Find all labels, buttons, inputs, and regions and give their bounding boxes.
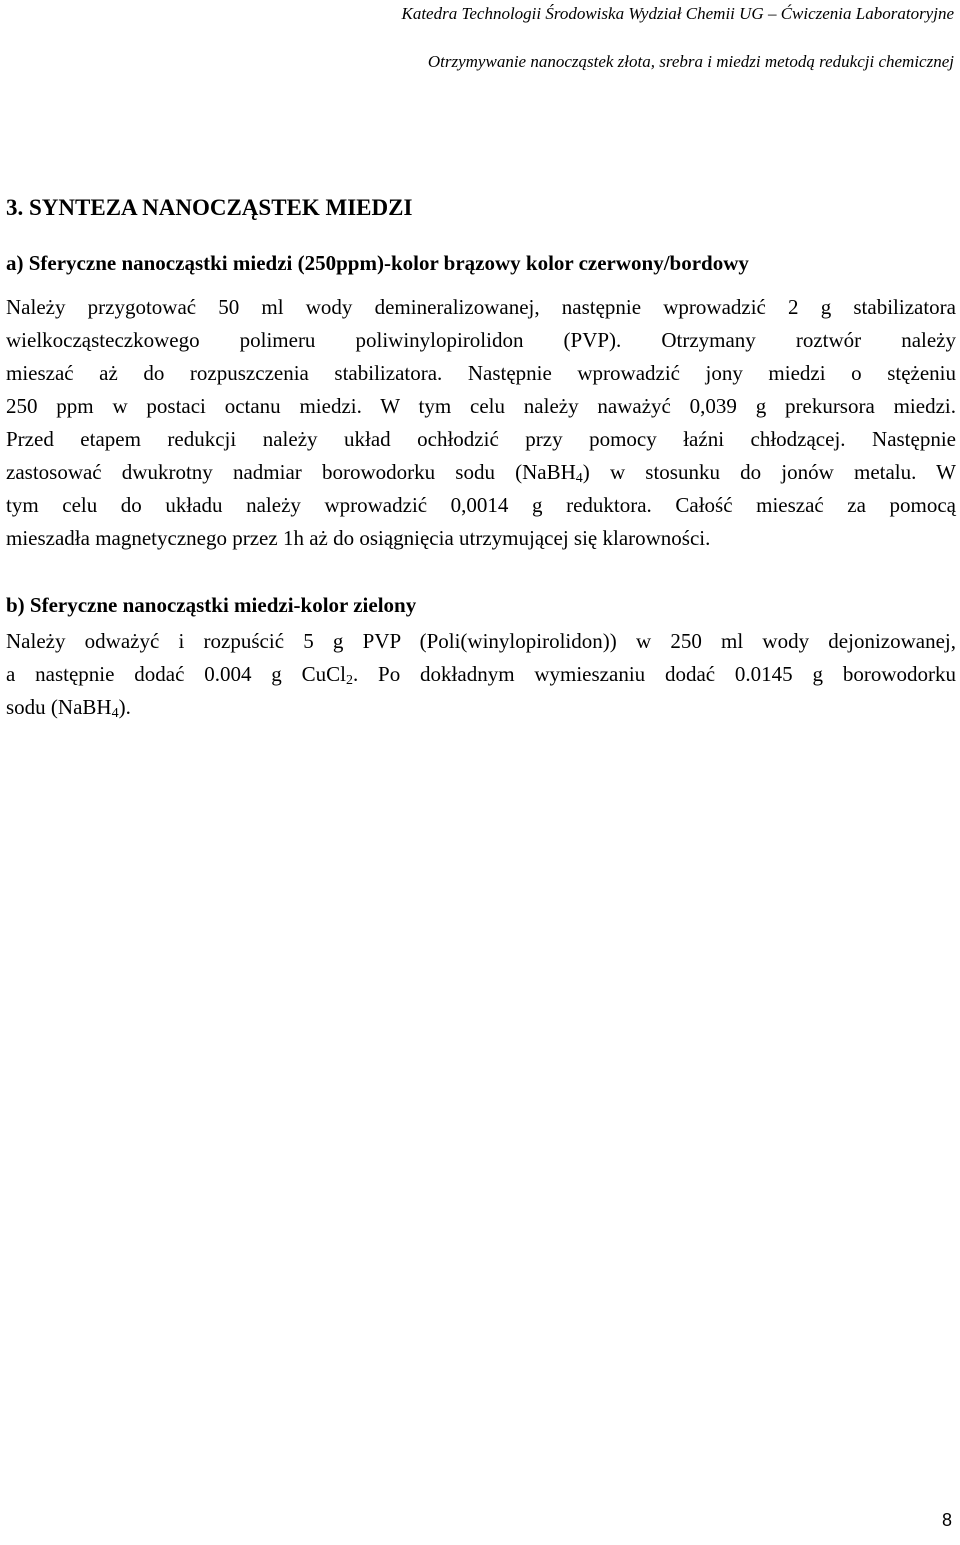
paragraph-line: Przed etapem redukcji należy układ ochłodzić przy pomocy łaźni chłodzącej. Następnie	[6, 427, 956, 451]
section-title: 3. SYNTEZA NANOCZĄSTEK MIEDZI	[6, 195, 413, 220]
text-fragment: sodu (NaBH	[6, 695, 112, 719]
paragraph-line: Należy odważyć i rozpuścić 5 g PVP (Poli(winylopirolidon)) w 250 ml wody dejonizowanej,	[6, 629, 956, 653]
paragraph-line	[6, 456, 956, 489]
paragraph-line: mieszadła magnetycznego przez 1h aż do osiągnięcia utrzymującej się klarowności.	[6, 526, 711, 550]
text-fragment: ) w stosunku do jonów metalu. W	[582, 460, 956, 484]
text-fragment: . Po dokładnym wymieszaniu dodać 0.0145 g borowodorku	[352, 662, 956, 686]
subsection-a-paragraph	[6, 291, 956, 555]
subscript: 2	[345, 673, 353, 688]
paragraph-line: 250 ppm w postaci octanu miedzi. W tym celu należy naważyć 0,039 g prekursora miedzi.	[6, 394, 956, 418]
subsection-b-title: b) Sferyczne nanocząstki miedzi-kolor zielony	[6, 593, 417, 617]
subscript: 4	[575, 471, 583, 486]
subsection-a-title: a) Sferyczne nanocząstki miedzi (250ppm)-kolor brązowy kolor czerwony/bordowy	[6, 251, 749, 275]
header-department: Katedra Technologii Środowiska Wydział Chemii UG – Ćwiczenia Laboratoryjne	[401, 4, 954, 23]
page-number: 8	[941, 1510, 952, 1530]
header-topic: Otrzymywanie nanocząstek złota, srebra i miedzi metodą redukcji chemicznej	[427, 52, 954, 71]
paragraph-line: Należy przygotować 50 ml wody demineralizowanej, następnie wprowadzić 2 g stabilizatora	[6, 295, 956, 319]
paragraph-line: tym celu do układu należy wprowadzić 0,0014 g reduktora. Całość mieszać za pomocą	[6, 493, 956, 517]
subscript: 4	[111, 706, 119, 721]
paragraph-line: mieszać aż do rozpuszczenia stabilizatora. Następnie wprowadzić jony miedzi o stężeniu	[6, 361, 956, 385]
text-fragment: zastosować dwukrotny nadmiar borowodorku sodu (NaBH	[6, 460, 576, 484]
text-fragment: a następnie dodać 0.004 g CuCl	[6, 662, 346, 686]
text-fragment: ).	[118, 695, 131, 719]
paragraph-line	[6, 658, 956, 691]
subsection-b-paragraph	[6, 625, 956, 724]
paragraph-line: wielkocząsteczkowego polimeru poliwinylopirolidon (PVP). Otrzymany roztwór należy	[6, 328, 956, 352]
paragraph-line	[6, 691, 956, 724]
